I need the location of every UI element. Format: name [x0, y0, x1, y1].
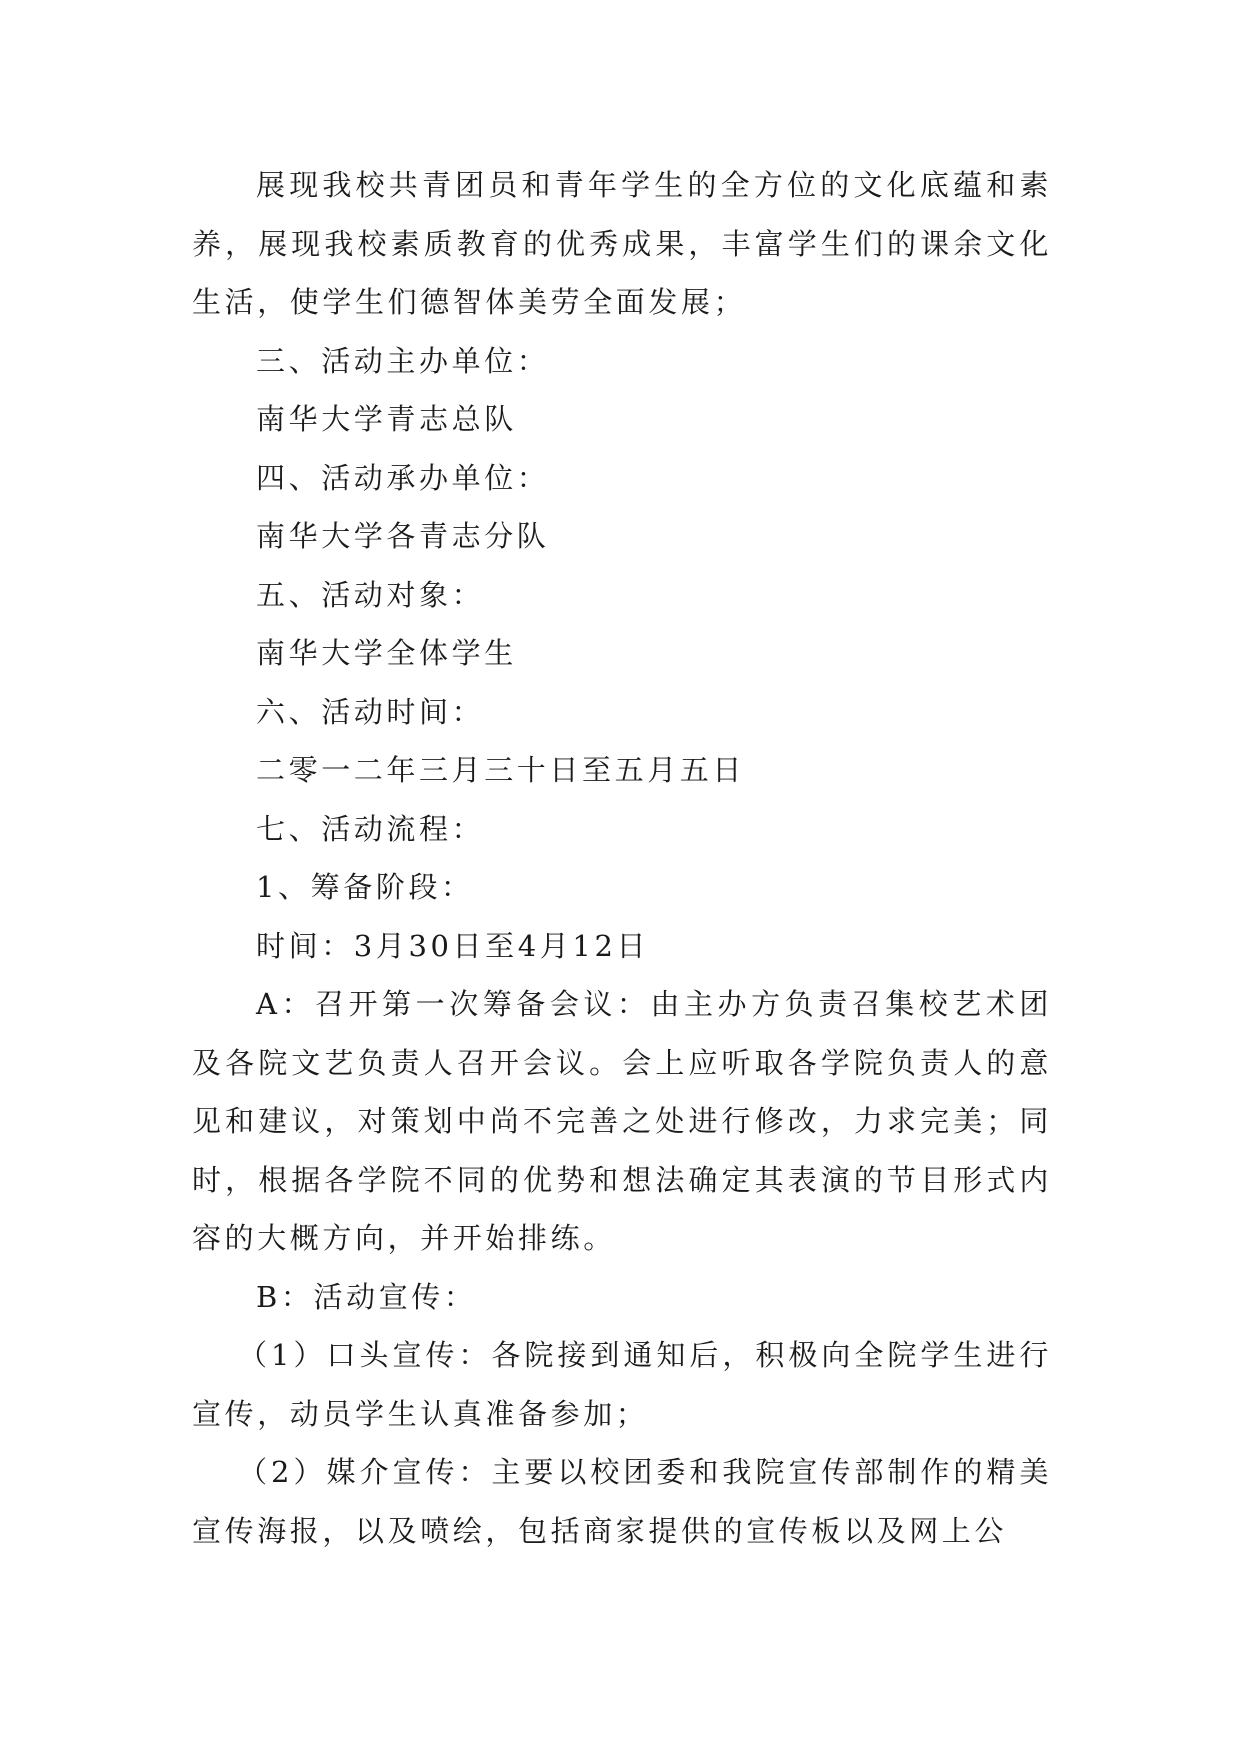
- paragraph-first-meeting: A：召开第一次筹备会议：由主办方负责召集校艺术团及各院文艺负责人召开会议。会上应听取各学院负责人的意见和建议，对策划中尚不完善之处进行修改，力求完美；同时，根据各学院不同的优势和想法确定其表演的节目形式内容的大概方向，并开始排练。: [192, 987, 1052, 1255]
- heading-time: 六、活动时间：: [256, 694, 485, 729]
- preparation-time: 时间：3月30日至4月12日: [256, 928, 650, 963]
- heading-co-organizer: 四、活动承办单位：: [256, 460, 550, 495]
- paragraph-purpose: 展现我校共青团员和青年学生的全方位的文化底蕴和素养，展现我校素质教育的优秀成果，丰富学生们的课余文化生活，使学生们德智体美劳全面发展；: [192, 168, 1052, 319]
- organizer-value: 南华大学青志总队: [256, 402, 517, 436]
- paragraph-oral-publicity: （1）口头宣传：各院接到通知后，积极向全院学生进行宣传，动员学生认真准备参加；: [192, 1338, 1052, 1431]
- paragraph-media-publicity: （2）媒介宣传：主要以校团委和我院宣传部制作的精美宣传海报，以及喷绘，包括商家提供的宣传板以及网上公: [192, 1455, 1052, 1548]
- heading-preparation-stage: 1、筹备阶段：: [256, 870, 474, 904]
- audience-value: 南华大学全体学生: [256, 636, 517, 670]
- heading-publicity: B：活动宣传：: [256, 1279, 477, 1314]
- heading-process: 七、活动流程：: [256, 811, 485, 846]
- time-value: 二零一二年三月三十日至五月五日: [256, 753, 746, 787]
- heading-organizer: 三、活动主办单位：: [256, 343, 550, 378]
- document-body: [192, 156, 1052, 1560]
- co-organizer-value: 南华大学各青志分队: [256, 519, 550, 553]
- heading-audience: 五、活动对象：: [256, 577, 485, 612]
